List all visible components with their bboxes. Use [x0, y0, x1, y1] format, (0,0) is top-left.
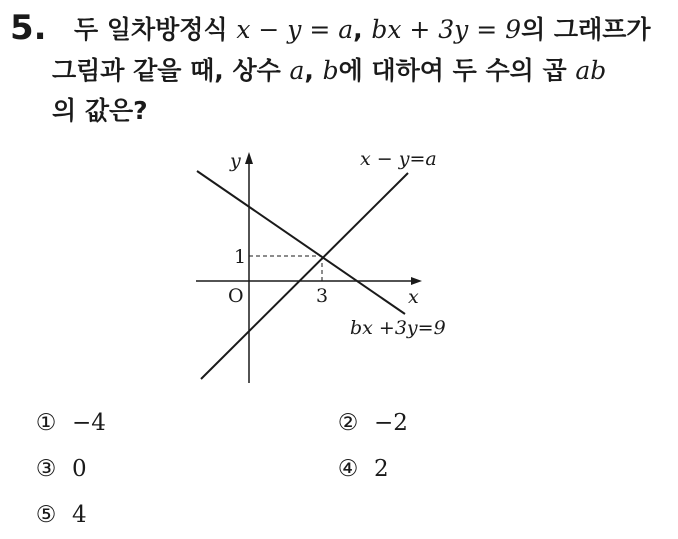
- choice-4[interactable]: [336, 454, 389, 484]
- problem-number: 5.: [10, 8, 47, 48]
- tick-label-x: 3: [316, 285, 329, 307]
- tick-label-y: 1: [234, 246, 247, 268]
- choice-mark: ②: [337, 410, 359, 436]
- choice-mark: ⑤: [35, 502, 57, 528]
- choice-value: −2: [374, 410, 408, 436]
- question-text: 의 그래프가: [521, 15, 651, 44]
- choice-value: 2: [374, 456, 389, 482]
- line-x-minus-y-eq-a: [201, 173, 408, 379]
- variable-a: a: [289, 56, 305, 85]
- choice-mark: ③: [35, 456, 57, 482]
- line-label-2: bx +3y=9: [350, 317, 446, 339]
- x-axis-label: x: [408, 286, 419, 308]
- equation-2: bx + 3y = 9: [371, 15, 522, 44]
- line-label-1: x − y=a: [360, 148, 437, 170]
- separator: ,: [353, 15, 372, 44]
- question-text: 에 대하여 두 수의 곱: [338, 56, 576, 85]
- variable-ab: ab: [575, 56, 607, 85]
- choice-mark: ①: [35, 410, 57, 436]
- question-text: 그림과 같을 때, 상수: [52, 56, 290, 85]
- choice-value: −4: [72, 410, 106, 436]
- choice-1[interactable]: [34, 408, 106, 438]
- question-text: 두 일차방정식: [74, 15, 237, 44]
- choice-value: 4: [72, 502, 87, 528]
- question-text: 의 값은?: [52, 96, 148, 125]
- choice-5[interactable]: [34, 500, 87, 530]
- separator: ,: [304, 56, 323, 85]
- choice-mark: ④: [337, 456, 359, 482]
- variable-b: b: [322, 56, 339, 85]
- choice-3[interactable]: [34, 454, 87, 484]
- y-axis-arrow-icon: [245, 152, 253, 164]
- choice-value: 0: [72, 456, 87, 482]
- y-axis-label: y: [230, 150, 241, 172]
- equation-1: x − y = a: [236, 15, 354, 44]
- choice-2[interactable]: [336, 408, 408, 438]
- origin-label: O: [228, 285, 244, 307]
- x-axis-arrow-icon: [411, 277, 422, 285]
